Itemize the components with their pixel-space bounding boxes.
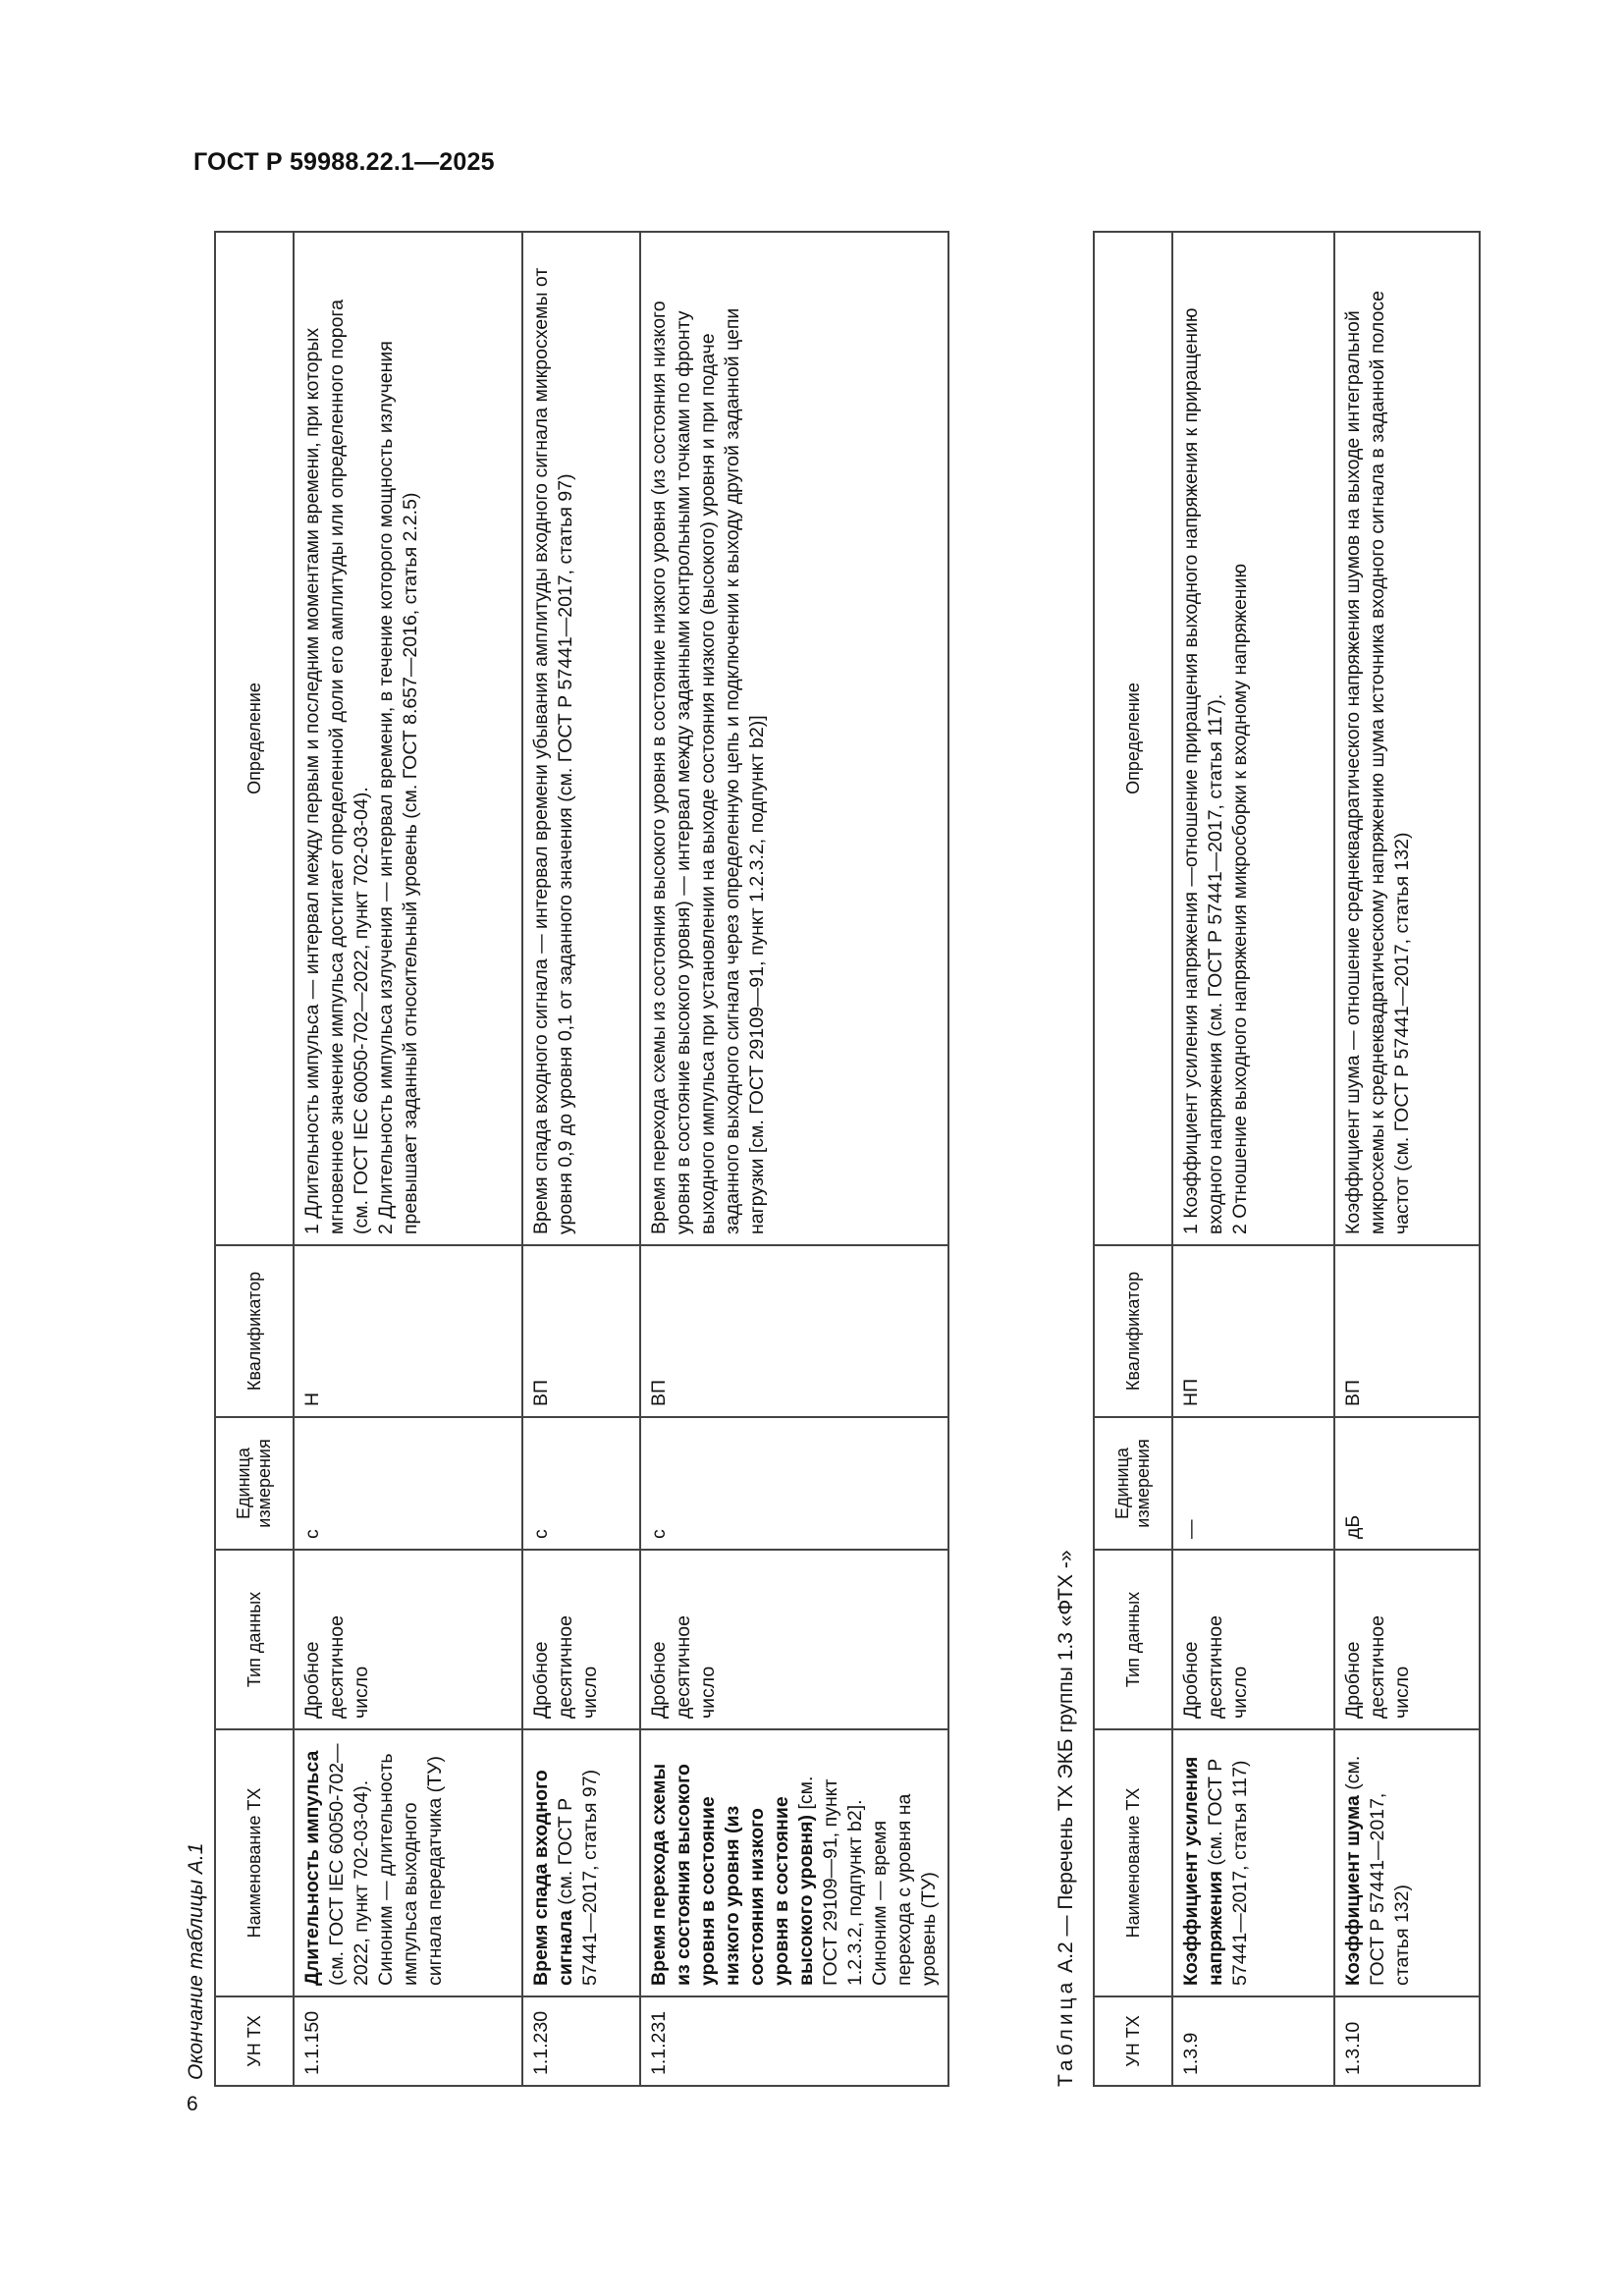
table2-header-row <box>1094 232 1172 2086</box>
cell-code: 1.1.231 <box>640 1996 948 2086</box>
table1-header-definition: Определение <box>215 232 294 1245</box>
table-row <box>640 232 948 2086</box>
cell-unit: с <box>640 1417 948 1550</box>
cell-unit: — <box>1172 1417 1334 1550</box>
table2-header-type: Тип данных <box>1094 1550 1172 1729</box>
definition-line: 2 Отношение выходного напряжения микросборки к входному напряжению <box>1229 563 1251 1234</box>
cell-definition <box>640 232 948 1245</box>
document-code-header: ГОСТ Р 59988.22.1—2025 <box>193 148 495 176</box>
cell-qualifier: Н <box>294 1245 522 1417</box>
table1-header-code: УН ТХ <box>215 1996 294 2086</box>
definition-line: 2 Длительность импульса излучения — интервал времени, в течение которого мощность излучения превышает заданный относительный уровень (см. ГОСТ 8.657—2016, статья 2.2.5) <box>375 341 421 1234</box>
cell-unit: с <box>522 1417 640 1550</box>
definition-line: 1 Коэффициент усиления напряжения —отношение приращения выходного напряжения к приращению входного напряжения (см. ГОСТ Р 57441—2017, статья 117). <box>1180 307 1226 1234</box>
definition-line: Время перехода схемы из состояния высокого уровня в состояние низкого уровня (из состояния низкого уровня в состояние высокого уровня) — интервал между заданными контрольными точками по фронту выходного импульса при установлении на выходе состояния низкого (высокого) уровня и при подаче заданного выходного сигнала через определенную цепь и подключении к выходу другой заданной цепи нагрузки [см. ГОСТ 29109—91, пункт 1.2.3.2, подпункт b2)] <box>648 301 768 1234</box>
name-rest: (см. ГОСТ Р 57441—2017, статья 97) <box>555 1769 601 1986</box>
cell-name <box>640 1729 948 1996</box>
cell-unit: дБ <box>1334 1417 1480 1550</box>
cell-qualifier: ВП <box>640 1245 948 1417</box>
cell-type: Дробное десятичное число <box>640 1550 948 1729</box>
table1-header-row <box>215 232 294 2086</box>
table2-caption <box>1055 1550 1078 2087</box>
table2-caption-text: А.2 — Перечень ТХ ЭКБ группы 1.3 «ФТХ -» <box>1055 1550 1077 1973</box>
table-a2 <box>1093 231 1481 2087</box>
table1-header-type: Тип данных <box>215 1550 294 1729</box>
cell-unit: с <box>294 1417 522 1550</box>
table2-header-qualifier: Квалификатор <box>1094 1245 1172 1417</box>
cell-qualifier: ВП <box>1334 1245 1480 1417</box>
name-rest: (см. ГОСТ IEC 60050-702—2022, пункт 702-03-04). Синоним — длительность импульса выходного сигнала передатчика (ТУ) <box>326 1743 446 1986</box>
cell-code: 1.3.9 <box>1172 1996 1334 2086</box>
cell-name <box>294 1729 522 1996</box>
cell-definition <box>522 232 640 1245</box>
cell-qualifier: ВП <box>522 1245 640 1417</box>
definition-line: Время спада входного сигнала — интервал времени убывания амплитуды входного сигнала микросхемы от уровня 0,9 до уровня 0,1 от заданного значения (см. ГОСТ Р 57441—2017, статья 97) <box>530 267 576 1234</box>
cell-code: 1.3.10 <box>1334 1996 1480 2086</box>
name-rest: (см. ГОСТ Р 57441—2017, статья 132) <box>1342 1755 1413 1986</box>
table2-header-name: Наименование ТХ <box>1094 1729 1172 1996</box>
cell-definition <box>1334 232 1480 1245</box>
name-bold: Коэффициент шума <box>1342 1795 1364 1986</box>
cell-type: Дробное десятичное число <box>1334 1550 1480 1729</box>
name-bold: Коэффициент усиления напряжения <box>1180 1756 1226 1986</box>
cell-qualifier: НП <box>1172 1245 1334 1417</box>
table2-header-unit: Единица измерения <box>1094 1417 1172 1550</box>
table-a1-continuation <box>214 231 949 2087</box>
cell-type: Дробное десятичное число <box>294 1550 522 1729</box>
table2-header-code: УН ТХ <box>1094 1996 1172 2086</box>
name-bold: Время спада входного сигнала <box>530 1770 576 1986</box>
name-bold: Время перехода схемы из состояния высокого уровня в состояние низкого уровня (из состояния низкого уровня в состояние высокого уровня) <box>648 1763 817 1986</box>
cell-name <box>1334 1729 1480 1996</box>
table1-header-name: Наименование ТХ <box>215 1729 294 1996</box>
name-rest: (см. ГОСТ Р 57441—2017, статья 117) <box>1205 1758 1251 1986</box>
name-rest: [см. ГОСТ 29109—91, пункт 1.2.3.2, подпункт b2]. Синоним — время перехода с уровня на уровень (ТУ) <box>795 1776 940 1986</box>
cell-code: 1.1.150 <box>294 1996 522 2086</box>
table1-header-unit: Единица измерения <box>215 1417 294 1550</box>
rotated-tables-area <box>185 231 1481 2087</box>
table2-caption-prefix: Таблица <box>1055 1978 1077 2087</box>
table-row <box>294 232 522 2086</box>
cell-type: Дробное десятичное число <box>522 1550 640 1729</box>
cell-code: 1.1.230 <box>522 1996 640 2086</box>
cell-definition <box>1172 232 1334 1245</box>
cell-name <box>522 1729 640 1996</box>
table2-header-definition: Определение <box>1094 232 1172 1245</box>
definition-line: 1 Длительность импульса — интервал между первым и последним моментами времени, при которых мгновенное значение импульса достигает определенной доли его амплитуды или определенного порога <box>301 300 348 1234</box>
table-row <box>1334 232 1480 2086</box>
table-row <box>1172 232 1334 2086</box>
name-bold: Длительность импульса <box>301 1750 323 1986</box>
definition-line: (см. ГОСТ IEC 60050-702—2022, пункт 702-03-04). <box>351 787 372 1234</box>
cell-name <box>1172 1729 1334 1996</box>
cell-type: Дробное десятичное число <box>1172 1550 1334 1729</box>
definition-line: Коэффициент шума — отношение среднеквадратического напряжения шумов на выходе интегральной микросхемы к среднеквадратическому напряжению шума источника входного сигнала в заданной полосе частот (см. ГОСТ Р 57441—2017, статья 132) <box>1342 291 1413 1234</box>
cell-definition <box>294 232 522 1245</box>
table1-caption: Окончание таблицы А.1 <box>185 1842 207 2080</box>
page-number: 6 <box>187 2093 198 2115</box>
table1-header-qualifier: Квалификатор <box>215 1245 294 1417</box>
table-row <box>522 232 640 2086</box>
